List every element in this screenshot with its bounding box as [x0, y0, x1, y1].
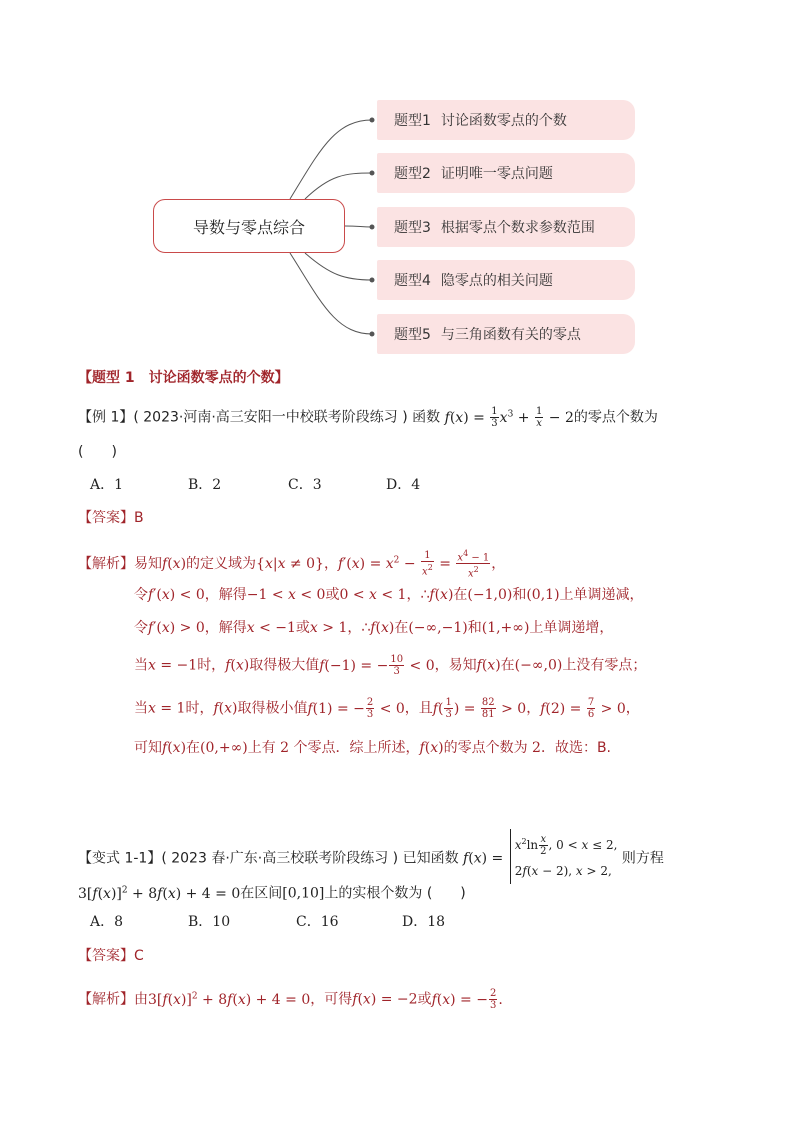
example-source: ( 2023·河南·高三安阳一中校联考阶段练习 ) 函数: [133, 409, 441, 426]
analysis-text: ，易知: [434, 657, 477, 674]
analysis-text: ，解得: [204, 620, 247, 636]
connector-2: [305, 173, 372, 199]
analysis-line-5: 当x = 1时，f(x)取得极小值f(1) = − $\frac{2}{3}$ < 0，且f( $\frac{1}{3}$ ) = $\frac{82}{81}$ > 0，f(2) = $\frac{7}{6}$ > 0，: [134, 697, 640, 720]
choice-b: B．10: [188, 914, 231, 930]
variant-tag: 【变式 1-1】: [78, 850, 162, 867]
connector-5: [290, 253, 372, 334]
mindmap-topic-5: [377, 314, 635, 354]
connector-dot: [370, 171, 375, 176]
analysis-text: 的零点个数为: [443, 740, 528, 756]
analysis-text: 当: [134, 657, 148, 674]
mindmap-center: [153, 199, 345, 253]
analysis-text: 或: [325, 587, 340, 603]
analysis-text: ，解得: [204, 587, 247, 603]
section-title: 【题型 1 讨论函数零点的个数】: [78, 370, 289, 386]
analysis-text: ，∴: [406, 587, 430, 603]
analysis-text: 由: [134, 991, 148, 1008]
topic-text: 与三角函数有关的零点: [440, 327, 581, 343]
answer-label: 【答案】: [78, 510, 134, 526]
analysis-text: 在: [500, 657, 515, 674]
variant-text: 上的实根个数为 ( ): [324, 885, 466, 902]
example-1-question: 【例 1】( 2023·河南·高三安阳一中校联考阶段练习 ) 函数 f(x) = $\frac{1}{3}$ $x^3$ + $\frac{1}{x}$ − 2的零点个数为: [78, 406, 658, 430]
analysis-text: 易知: [134, 555, 162, 572]
variant-source: ( 2023 春·广东·高三校联考阶段练习 ) 已知函数: [161, 850, 459, 867]
example-paren: ( ): [78, 444, 117, 460]
choice-a: A．1: [90, 477, 124, 493]
topic-number: 题型4: [394, 273, 431, 289]
analysis-text: 个零点．综上所述，: [293, 740, 420, 756]
variant-tail: 则方程: [621, 850, 664, 867]
analysis-text: ．故选：B.: [540, 740, 612, 756]
topic-text: 隐零点的相关问题: [440, 273, 553, 289]
example-1-answer: [78, 508, 144, 528]
answer-value: B: [134, 510, 144, 526]
connector-4: [305, 253, 372, 280]
variant-1-question-line2: $3[f(x)]^2 + 8f(x) + 4 = 0$在区间[0,10]上的实根个数为 ( ): [78, 885, 466, 902]
analysis-text: ，且: [404, 700, 433, 717]
mindmap-topic-1: [377, 100, 635, 140]
analysis-text: 上有: [247, 740, 276, 756]
connector-dot: [370, 225, 375, 230]
connector-1: [290, 120, 372, 199]
analysis-label: 【解析】: [78, 991, 134, 1008]
analysis-text: 或: [295, 620, 310, 636]
analysis-text: 的定义域为: [186, 555, 257, 572]
topic-number: 题型3: [394, 220, 431, 236]
connector-dot: [370, 278, 375, 283]
analysis-text: 上单调递增，: [529, 620, 614, 636]
analysis-text: 当: [134, 700, 148, 717]
analysis-text: 取得极大值: [249, 657, 320, 674]
analysis-text: 上单调递减，: [559, 587, 644, 603]
analysis-number: 2: [280, 740, 290, 756]
connector-dot: [370, 332, 375, 337]
choice-c: C．3: [288, 477, 322, 493]
choice-d: D．18: [402, 914, 446, 930]
topic-text: 证明唯一零点问题: [440, 166, 553, 182]
variant-1-choices: [90, 912, 445, 932]
analysis-text: 令: [134, 620, 148, 636]
topic-text: 根据零点个数求参数范围: [440, 220, 595, 236]
answer-value: C: [134, 948, 144, 964]
connector-3: [345, 226, 372, 227]
mindmap-topic-3: [377, 207, 635, 247]
variant-1-question: 【变式 1-1】( 2023 春·广东·高三校联考阶段练习 ) 已知函数 f(x) = $x^2\ln$ $\frac{x}{2}$ , 0 < x ≤ 2, 2f(x − 2), x > 2, 则方程: [78, 831, 664, 886]
topic-number: 题型1: [394, 113, 431, 129]
analysis-text: 在: [186, 740, 201, 756]
example-1-choices: [90, 475, 420, 495]
analysis-text: 和: [467, 620, 482, 636]
topic-text: 讨论函数零点的个数: [440, 113, 567, 129]
variant-text: 在区间: [240, 885, 283, 902]
analysis-text: 在: [394, 620, 409, 636]
mindmap-topic-2: [377, 153, 635, 193]
connector-dot: [370, 118, 375, 123]
analysis-text: ，∴: [347, 620, 371, 636]
analysis-text: 令: [134, 587, 148, 603]
variant-1-analysis: 【解析】由$3[f(x)]^2 + 8f(x) + 4 = 0$，可得f(x) = −2或f(x) = − $\frac{2}{3}$ .: [78, 988, 503, 1012]
topic-number: 题型2: [394, 166, 431, 182]
mindmap-topic-4: [377, 260, 635, 300]
analysis-text: ，可得: [310, 991, 353, 1008]
mindmap-center-label: 导数与零点综合: [192, 217, 305, 237]
analysis-text: 和: [512, 587, 527, 603]
analysis-text: 可知: [134, 740, 162, 756]
choice-a: A．8: [90, 914, 124, 930]
analysis-text: 时，: [185, 700, 214, 717]
example-tail: 的零点个数为: [573, 409, 658, 426]
answer-label: 【答案】: [78, 948, 134, 964]
analysis-text: 取得极小值: [237, 700, 308, 717]
topic-number: 题型5: [394, 327, 431, 343]
choice-d: D．4: [386, 477, 421, 493]
analysis-text: 在: [453, 587, 468, 603]
choice-c: C．16: [296, 914, 339, 930]
analysis-line-4: 当x = −1时，f(x)取得极大值f(−1) = − $\frac{10}{3}$ < 0，易知f(x)在(−∞,0)上没有零点；: [134, 654, 647, 677]
analysis-text: 时，: [197, 657, 226, 674]
analysis-line-3: 令f′(x) > 0，解得x < −1或x > 1，∴f(x)在(−∞,−1)和(1,+∞)上单调递增，: [134, 620, 614, 636]
analysis-line-1: 【解析】易知f(x)的定义域为{x|x ≠ 0}，$f'(x) = x^2$ − $\frac{1}{x^2}$ = $\frac{x^4 - 1}{x^2}$ ，: [78, 549, 506, 580]
analysis-line-2: 令f′(x) < 0，解得−1 < x < 0或0 < x < 1，∴f(x)在(−1,0)和(0,1)上单调递减，: [134, 587, 644, 603]
analysis-text: 或: [417, 991, 432, 1008]
variant-1-answer: [78, 946, 144, 966]
choice-b: B．2: [188, 477, 222, 493]
analysis-text: 上没有零点；: [562, 657, 647, 674]
analysis-label: 【解析】: [78, 555, 134, 572]
analysis-number: 2: [532, 740, 541, 756]
analysis-line-6: 可知f(x)在(0,+∞)上有 2 个零点．综上所述，f(x)的零点个数为 2．故选：B.: [134, 740, 612, 756]
example-tag: 【例 1】: [78, 409, 134, 426]
